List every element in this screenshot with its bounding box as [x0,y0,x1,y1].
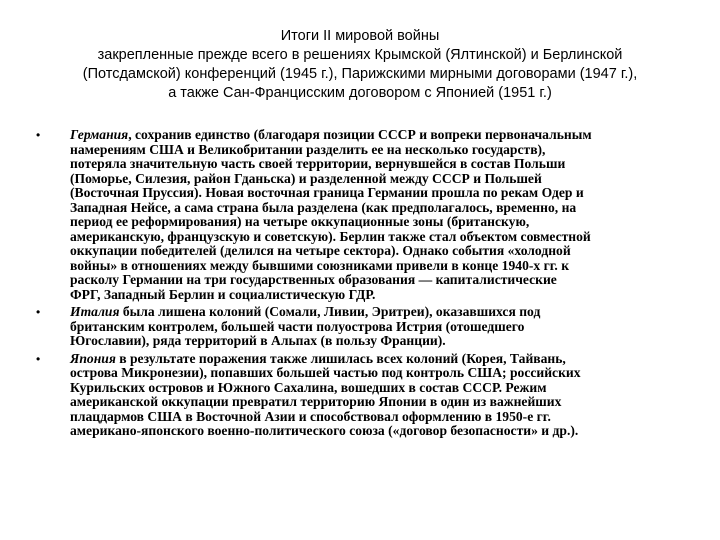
item-lead: Германия [70,127,129,142]
item-line: (Восточная Пруссия). Новая восточная граница Германии прошла по рекам Одер и [70,185,584,200]
item-line: британским контролем, большей части полуострова Истрия (отошедшего [70,318,525,334]
item-line: расколу Германии на три государственных образования — капиталистические [70,272,557,287]
item-line [70,352,696,367]
title-line: а также Сан-Францисским договором с Японией (1951 г.) [168,85,552,101]
item-line: острова Микронезии), попавших большей частью под контроль США; российских [70,365,581,380]
item-line: Югославии), ряда территорий в Альпах (в пользу Франции). [70,333,446,348]
item-lead: Италия [70,304,120,319]
item-line: потеряла значительную часть своей территории, вернувшейся в состав Польши [70,156,566,171]
slide-title [28,27,692,103]
item-text: , сохранив единство (благодаря позиции СССР и вопреки первоначальным [128,127,592,142]
list-item-japan [36,352,696,439]
bullet-icon: • [36,305,41,319]
item-line: американскую, французскую и советскую). Берлин также стал объектом совместной [70,228,591,244]
item-text: в результате поражения также лишилась всех колоний (Корея, Тайвань, [115,350,566,366]
item-line: оккупации победителей (делился на четыре сектора). Однако события «холодной [70,243,571,258]
item-line: плацдармов США в Восточной Азии и способствовал оформлению в 1950-е гг. [70,408,551,424]
item-line: период ее реформирования) на четыре оккупационные зоны (британскую, [70,214,530,229]
list-item-germany [36,128,696,302]
item-line: Западная Нейсе, а сама страна была разделена (как предполагалось, временно, на [70,199,577,215]
item-line: (Поморье, Силезия, район Гданьска) и разделенной между СССР и Польшей [70,170,542,186]
title-line: Итоги II мировой войны [280,28,440,44]
bullet-list [36,128,696,442]
bullet-icon: • [36,351,41,366]
item-text: была лишена колоний (Сомали, Ливии, Эритреи), оказавшихся под [119,304,541,319]
item-line [70,305,696,320]
item-lead: Япония [70,350,116,366]
title-line: (Потсдамской) конференций (1945 г.), Парижскими мирными договорами (1947 г.), [82,66,638,82]
item-line: ФРГ, Западный Берлин и социалистическую ГДР. [70,286,376,302]
list-item-italy [36,305,696,349]
item-line: намерениям США и Великобритании разделить ее на несколько государств), [70,141,546,157]
item-line: Курильских островов и Южного Сахалина, вошедших в состав СССР. Режим [70,379,547,395]
item-line [70,128,696,143]
item-line: войны» в отношениях между бывшими союзниками привели в конце 1940-х гг. к [70,257,570,273]
item-line: американской оккупации превратил территорию Японии в один из важнейших [70,394,562,409]
title-line: закрепленные прежде всего в решениях Крымской (Ялтинской) и Берлинской [97,47,623,63]
item-line: американо-японского военно-политического союза («договор безопасности» и др.). [70,423,579,438]
bullet-icon: • [36,128,41,142]
